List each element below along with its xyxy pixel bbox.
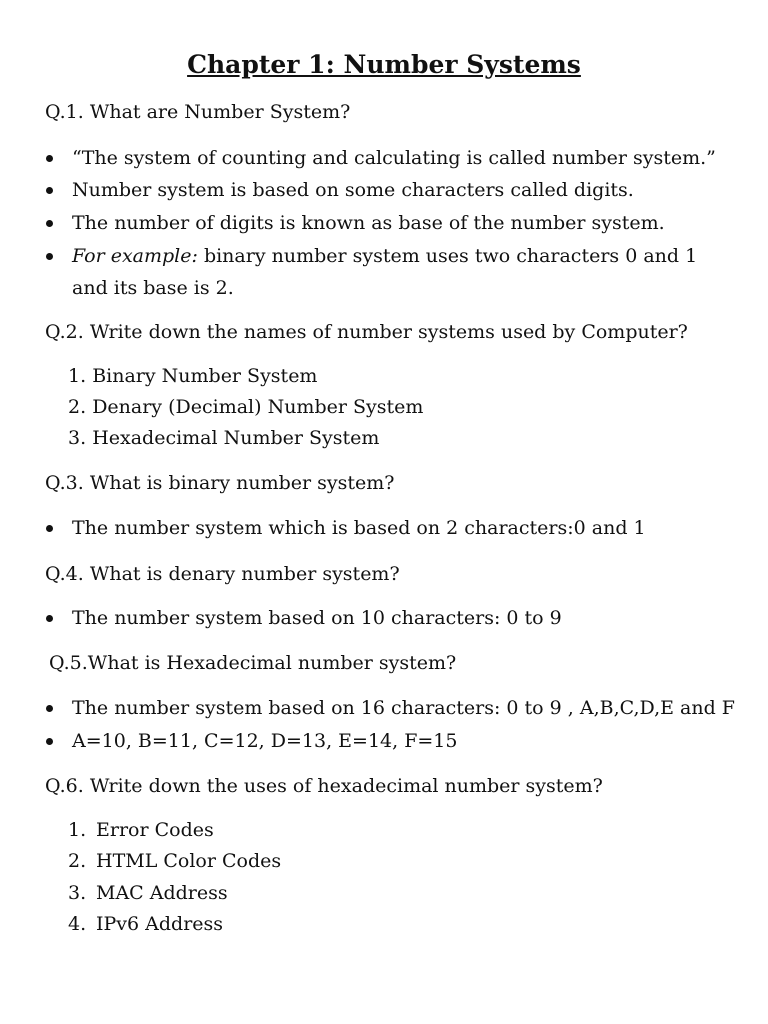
q6-list-item-4: [68, 911, 223, 937]
list-text: Error Codes: [96, 819, 214, 841]
q1-example-continued: and its base is 2.: [72, 277, 234, 299]
q1-bullet-2: Number system is based on some characters called digits.: [72, 179, 634, 201]
bullet-icon: [46, 738, 53, 745]
bullet-icon: [46, 615, 53, 622]
q2-list-item-3: [68, 425, 379, 451]
list-text: MAC Address: [96, 882, 228, 904]
question-4: Q.4. What is denary number system?: [45, 563, 400, 585]
q6-list-item-3: [68, 880, 228, 906]
q3-bullet-1: The number system which is based on 2 characters:0 and 1: [72, 517, 646, 539]
list-number: 2.: [68, 850, 87, 872]
list-number: 3.: [68, 427, 87, 449]
question-2: Q.2. Write down the names of number systems used by Computer?: [45, 321, 688, 343]
example-text: binary number system uses two characters 0 and 1: [197, 245, 698, 267]
q2-list-item-2: [68, 394, 423, 420]
list-text: IPv6 Address: [96, 913, 224, 935]
q5-bullet-1: The number system based on 16 characters: 0 to 9 , A,B,C,D,E and F: [72, 697, 735, 719]
q6-list-item-2: [68, 848, 281, 874]
list-text: HTML Color Codes: [96, 850, 282, 872]
bullet-icon: [46, 187, 53, 194]
list-number: 1.: [68, 365, 87, 387]
question-5: Q.5.What is Hexadecimal number system?: [49, 652, 457, 674]
q1-bullet-3: The number of digits is known as base of the number system.: [72, 212, 665, 234]
example-label: For example:: [72, 245, 198, 267]
list-text: Denary (Decimal) Number System: [92, 396, 424, 418]
list-number: 4.: [68, 913, 87, 935]
question-1: Q.1. What are Number System?: [45, 101, 351, 123]
bullet-icon: [46, 220, 53, 227]
list-text: Binary Number System: [92, 365, 318, 387]
q2-list-item-1: [68, 363, 317, 389]
question-3: Q.3. What is binary number system?: [45, 472, 395, 494]
bullet-icon: [46, 155, 53, 162]
q5-bullet-2: A=10, B=11, C=12, D=13, E=14, F=15: [72, 730, 458, 752]
list-number: 2.: [68, 396, 87, 418]
bullet-icon: [46, 705, 53, 712]
bullet-icon: [46, 525, 53, 532]
list-text: Hexadecimal Number System: [92, 427, 380, 449]
q1-bullet-1: “The system of counting and calculating is called number system.”: [72, 147, 716, 169]
q4-bullet-1: The number system based on 10 characters: 0 to 9: [72, 607, 562, 629]
list-number: 3.: [68, 882, 87, 904]
q1-example: [72, 243, 697, 269]
q6-list-item-1: [68, 817, 214, 843]
question-6: Q.6. Write down the uses of hexadecimal number system?: [45, 775, 603, 797]
list-number: 1.: [68, 819, 87, 841]
page-title: Chapter 1: Number Systems: [187, 50, 581, 79]
bullet-icon: [46, 253, 53, 260]
